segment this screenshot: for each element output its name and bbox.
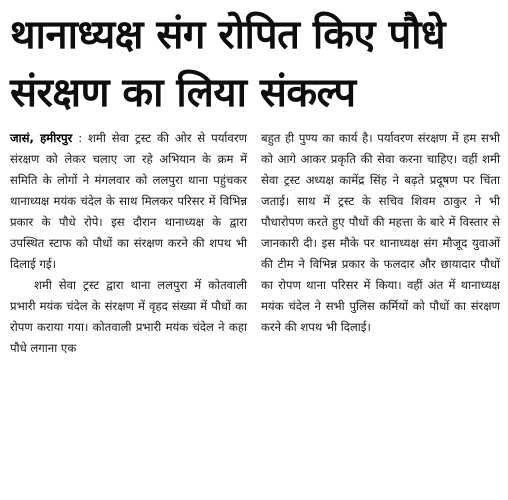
- article-column-right: [255, 128, 500, 359]
- article-body: [10, 128, 500, 359]
- headline-line-2: संरक्षण का लिया संकल्प: [10, 70, 356, 116]
- article-paragraph-1: जासं, हमीरपुर : शमी सेवा ट्रस्ट की ओर से पर्यावरण संरक्षण को लेकर चलाए जा रहे अभियान के क्रम में समिति के लोगों ने मंगलवार को ललपुरा थाना पहुंचकर थानाध्यक्ष मयंक चंदेल के साथ मिलकर परिसर में विभिन्न प्रकार के पौधे रोपे। इस दौरान थानाध्यक्ष के द्वारा उपस्थित स्टाफ को पौधों का संरक्षण करने की शपथ भी दिलाई गई।: [10, 131, 248, 271]
- article-paragraph-3: बहुत ही पुण्य का कार्य है। पर्यावरण संरक्षण में हम सभी को आगे आकर प्रकृति की सेवा करना चाहिए। वहीं शमी सेवा ट्रस्ट अध्यक्ष कामेंद्र सिंह ने बढ़ते प्रदूषण पर चिंता जताई। साथ में ट्रस्ट के सचिव शिवम ठाकुर ने भी पौधारोपण करते हुए पौधों की महत्ता के बारे में विस्तार से जानकारी दी। इस मौके पर थानाध्यक्ष संग मौजूद युवाओं की टीम ने विभिन्न प्रकार के फलदार और छायादार पौधों का रोपण थाना परिसर में किया। वहीं अंत में थानाध्यक्ष मयंक चंदेल ने सभी पुलिस कर्मियों को पौधों का संरक्षण करने की शपथ भी दिलाई।: [261, 131, 500, 334]
- dateline: जासं, हमीरपुर: [10, 131, 73, 145]
- headline-line-1: थानाध्यक्ष संग रोपित किए पौधे: [10, 12, 446, 58]
- article-column-left: [10, 128, 255, 359]
- paragraph-1-text: शमी सेवा ट्रस्ट की ओर से पर्यावरण संरक्षण को लेकर चलाए जा रहे अभियान के क्रम में समिति के लोगों ने मंगलवार को ललपुरा थाना पहुंचकर थानाध्यक्ष मयंक चंदेल के साथ मिलकर परिसर में विभिन्न प्रकार के पौधे रोपे। इस दौरान थानाध्यक्ष के द्वारा उपस्थित स्टाफ को पौधों का संरक्षण करने की शपथ भी दिलाई गई।: [10, 131, 248, 271]
- article-paragraph-2: शमी सेवा ट्रस्ट द्वारा थाना ललपुरा में कोतवाली प्रभारी मयंक चंदेल के संरक्षण में वृहद संख्या में पौधों का रोपण कराया गया। कोतवाली प्रभारी मयंक चंदेल ने कहा पौधे लगाना एक: [10, 278, 247, 355]
